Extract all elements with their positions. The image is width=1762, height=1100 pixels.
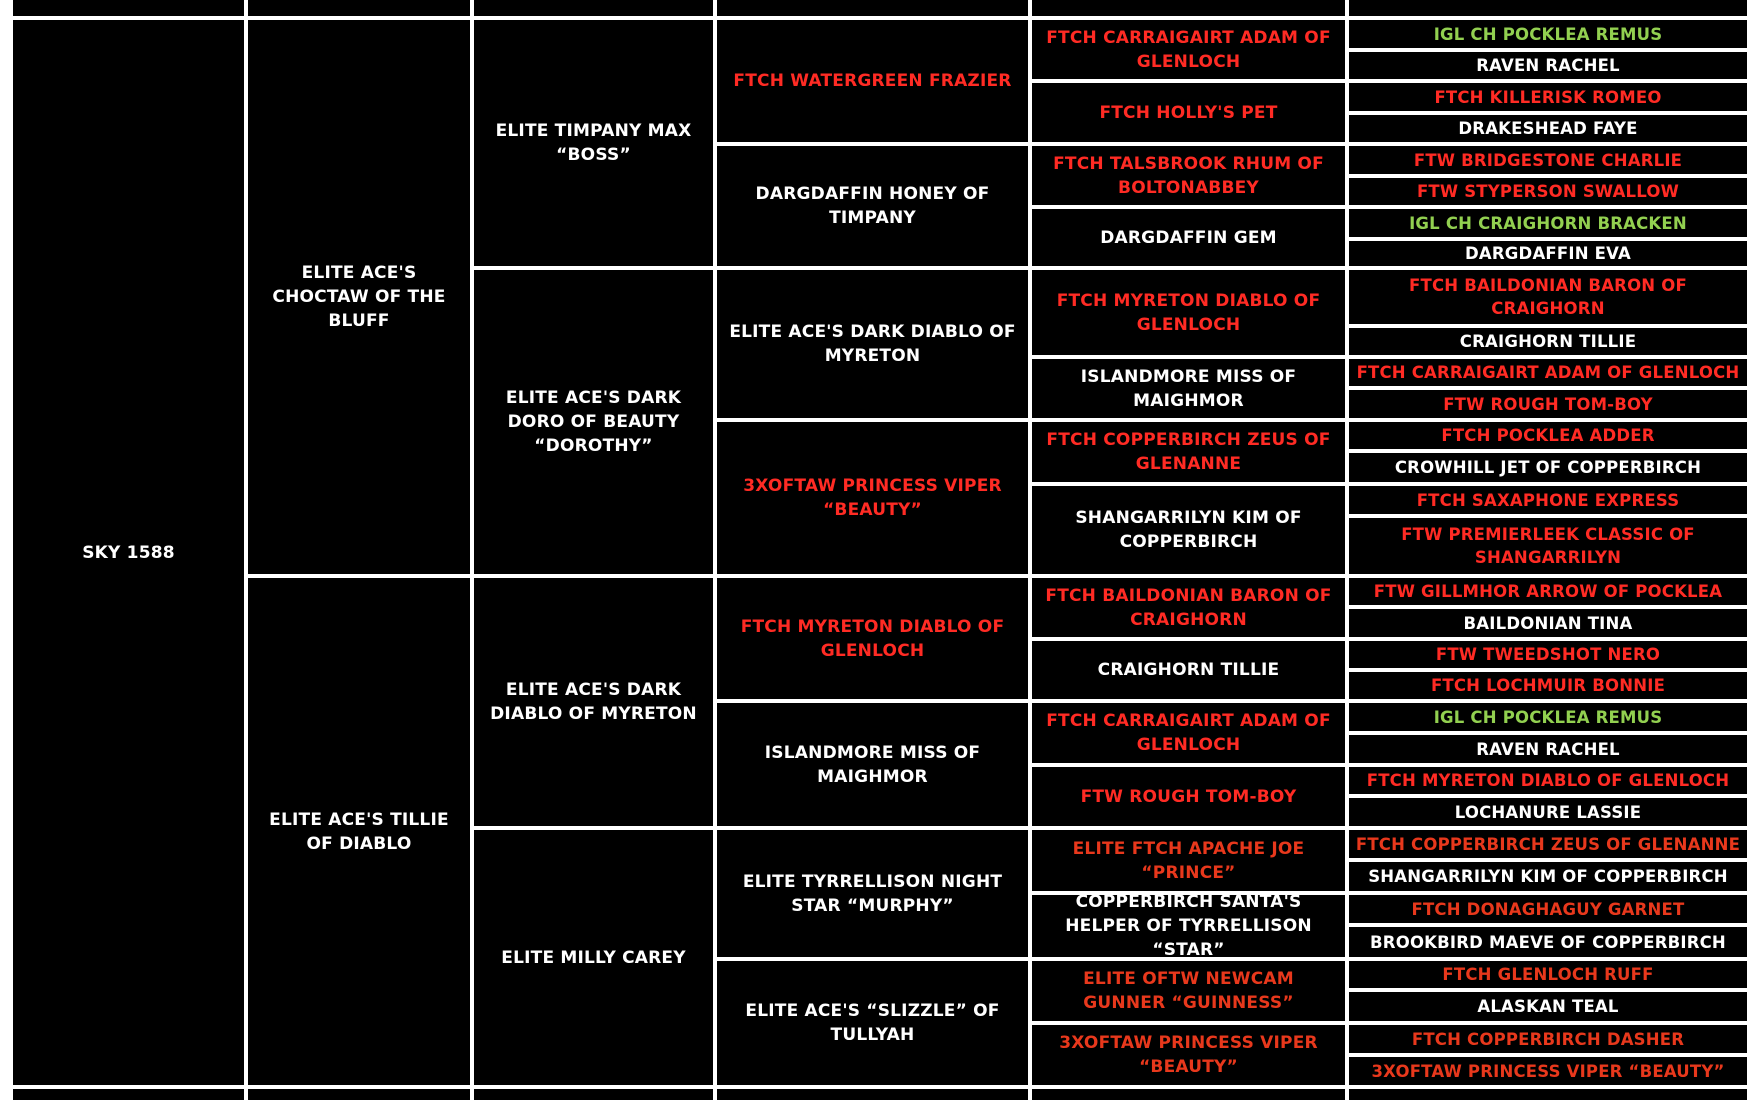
ancestor-cell-gen6 xyxy=(1349,422,1747,449)
ancestor-cell-gen3 xyxy=(474,270,713,574)
ancestor-cell-gen5 xyxy=(1032,961,1345,1021)
ancestor-cell-gen6 xyxy=(1349,52,1747,79)
ancestor-cell-gen5 xyxy=(1032,146,1345,205)
ancestor-cell-gen3 xyxy=(474,578,713,826)
empty-strip-cell xyxy=(13,1089,244,1100)
dog-name: FTW STYPERSON SWALLOW xyxy=(1416,182,1680,201)
dog-name: FTCH MYRETON DIABLO OF GLENLOCH xyxy=(1056,290,1321,335)
dog-name: FTW PREMIERLEEK CLASSIC OF SHANGARRILYN xyxy=(1401,525,1695,567)
ancestor-cell-gen3 xyxy=(474,20,713,266)
ancestor-cell-gen6 xyxy=(1349,609,1747,637)
ancestor-cell-gen6 xyxy=(1349,270,1747,324)
empty-strip-cell xyxy=(717,1089,1028,1100)
ancestor-cell-gen6 xyxy=(1349,830,1747,858)
ancestor-cell-gen5 xyxy=(1032,486,1345,574)
ancestor-cell-gen6 xyxy=(1349,735,1747,763)
ancestor-cell-gen6 xyxy=(1349,359,1747,386)
ancestor-cell-gen6 xyxy=(1349,578,1747,605)
ancestor-cell-gen2 xyxy=(248,20,470,574)
ancestor-cell-gen6 xyxy=(1349,20,1747,48)
dog-name: FTCH CARRAIGAIRT ADAM OF GLENLOCH xyxy=(1046,711,1331,755)
dog-name: ISLANDMORE MISS OF MAIGHMOR xyxy=(1080,366,1297,411)
dog-name: FTCH CARRAIGAIRT ADAM OF GLENLOCH xyxy=(1356,363,1740,382)
dog-name: CROWHILL JET OF COPPERBIRCH xyxy=(1394,458,1702,477)
dog-name: 3XOFTAW PRINCESS VIPER “BEAUTY” xyxy=(1059,1033,1318,1077)
empty-strip-cell xyxy=(474,0,713,16)
dog-name: BAILDONIAN TINA xyxy=(1463,613,1633,633)
ancestor-cell-gen6 xyxy=(1349,862,1747,891)
empty-strip-cell xyxy=(248,1089,470,1100)
dog-name: ELITE TYRRELLISON NIGHT STAR “MURPHY” xyxy=(742,871,1003,916)
dog-name: DARGDAFFIN EVA xyxy=(1465,244,1631,263)
dog-name: 3XOFTAW PRINCESS VIPER “BEAUTY” xyxy=(743,476,1002,520)
dog-name: FTCH HOLLY'S PET xyxy=(1099,102,1278,123)
ancestor-cell-gen4 xyxy=(717,830,1028,957)
dog-name: FTCH COPPERBIRCH DASHER xyxy=(1411,1029,1685,1049)
ancestor-cell-gen6 xyxy=(1349,453,1747,482)
dog-name: BROOKBIRD MAEVE OF COPPERBIRCH xyxy=(1370,932,1726,952)
dog-name: SKY 1588 xyxy=(82,542,175,563)
ancestor-cell-gen6 xyxy=(1349,178,1747,205)
ancestor-cell-gen5 xyxy=(1032,359,1345,418)
ancestor-cell-gen5 xyxy=(1032,892,1345,960)
dog-name: SHANGARRILYN KIM OF COPPERBIRCH xyxy=(1075,508,1302,552)
dog-name: DARGDAFFIN HONEY OF TIMPANY xyxy=(755,184,990,228)
subject-dog-cell xyxy=(13,20,244,1085)
ancestor-cell-gen6 xyxy=(1349,83,1747,111)
dog-name: DARGDAFFIN GEM xyxy=(1100,227,1277,248)
dog-name: ISLANDMORE MISS OF MAIGHMOR xyxy=(764,742,981,787)
ancestor-cell-gen6 xyxy=(1349,1057,1747,1085)
ancestor-cell-gen5 xyxy=(1032,83,1345,142)
dog-name: FTCH MYRETON DIABLO OF GLENLOCH xyxy=(1366,771,1730,790)
dog-name: FTW ROUGH TOM-BOY xyxy=(1080,786,1297,807)
ancestor-cell-gen5 xyxy=(1032,422,1345,482)
dog-name: FTCH LOCHMUIR BONNIE xyxy=(1430,676,1666,695)
ancestor-cell-gen6 xyxy=(1349,798,1747,826)
dog-name: DRAKESHEAD FAYE xyxy=(1458,119,1638,138)
dog-name: ELITE ACE'S CHOCTAW OF THE BLUFF xyxy=(272,263,446,331)
ancestor-cell-gen2 xyxy=(248,578,470,1085)
dog-name: LOCHANURE LASSIE xyxy=(1454,802,1642,822)
ancestor-cell-gen6 xyxy=(1349,1025,1747,1053)
ancestor-cell-gen6 xyxy=(1349,641,1747,668)
dog-name: ELITE OFTW NEWCAM GUNNER “GUINNESS” xyxy=(1083,969,1294,1013)
dog-name: ELITE ACE'S DARK DIABLO OF MYRETON xyxy=(729,322,1016,366)
ancestor-cell-gen5 xyxy=(1032,270,1345,355)
ancestor-cell-gen4 xyxy=(717,961,1028,1085)
dog-name: ELITE ACE'S DARK DORO OF BEAUTY “DOROTHY” xyxy=(505,388,682,456)
dog-name: RAVEN RACHEL xyxy=(1476,56,1620,75)
ancestor-cell-gen6 xyxy=(1349,146,1747,174)
ancestor-cell-gen6 xyxy=(1349,328,1747,355)
dog-name: FTW GILLMHOR ARROW OF POCKLEA xyxy=(1373,582,1723,601)
dog-name: FTCH WATERGREEN FRAZIER xyxy=(733,71,1012,91)
dog-name: 3XOFTAW PRINCESS VIPER “BEAUTY” xyxy=(1371,1061,1725,1081)
dog-name: ELITE ACE'S TILLIE OF DIABLO xyxy=(269,809,449,854)
empty-strip-cell xyxy=(474,1089,713,1100)
dog-name: FTCH TALSBROOK RHUM OF BOLTONABBEY xyxy=(1053,153,1324,198)
empty-strip-cell xyxy=(1349,1089,1747,1100)
ancestor-cell-gen5 xyxy=(1032,703,1345,763)
dog-name: COPPERBIRCH SANTA'S HELPER OF TYRRELLISON “STAR” xyxy=(1065,892,1312,960)
empty-strip-cell xyxy=(1349,0,1747,16)
ancestor-cell-gen4 xyxy=(717,422,1028,574)
ancestor-cell-gen5 xyxy=(1032,830,1345,891)
ancestor-cell-gen3 xyxy=(474,830,713,1085)
ancestor-cell-gen4 xyxy=(717,270,1028,418)
dog-name: ELITE MILLY CAREY xyxy=(501,947,686,968)
empty-strip-cell xyxy=(13,0,244,16)
ancestor-cell-gen5 xyxy=(1032,20,1345,79)
ancestor-cell-gen5 xyxy=(1032,1025,1345,1085)
ancestor-cell-gen4 xyxy=(717,20,1028,142)
dog-name: FTCH GLENLOCH RUFF xyxy=(1442,965,1654,984)
dog-name: FTW BRIDGESTONE CHARLIE xyxy=(1413,150,1683,170)
ancestor-cell-gen5 xyxy=(1032,209,1345,266)
ancestor-cell-gen5 xyxy=(1032,578,1345,637)
ancestor-cell-gen6 xyxy=(1349,390,1747,418)
empty-strip-cell xyxy=(248,0,470,16)
ancestor-cell-gen6 xyxy=(1349,672,1747,699)
ancestor-cell-gen5 xyxy=(1032,641,1345,699)
dog-name: FTW ROUGH TOM-BOY xyxy=(1443,394,1653,414)
dog-name: IGL CH POCKLEA REMUS xyxy=(1433,24,1663,44)
empty-strip-cell xyxy=(1032,1089,1345,1100)
ancestor-cell-gen5 xyxy=(1032,767,1345,826)
dog-name: FTCH CARRAIGAIRT ADAM OF GLENLOCH xyxy=(1046,27,1331,72)
dog-name: ALASKAN TEAL xyxy=(1477,997,1619,1016)
dog-name: IGL CH CRAIGHORN BRACKEN xyxy=(1409,213,1687,233)
empty-strip-cell xyxy=(717,0,1028,16)
dog-name: ELITE FTCH APACHE JOE “PRINCE” xyxy=(1072,838,1305,883)
dog-name: FTCH DONAGHAGUY GARNET xyxy=(1411,899,1685,919)
empty-strip-cell xyxy=(1032,0,1345,16)
ancestor-cell-gen6 xyxy=(1349,927,1747,957)
dog-name: FTCH COPPERBIRCH ZEUS OF GLENANNE xyxy=(1046,430,1331,474)
ancestor-cell-gen6 xyxy=(1349,209,1747,237)
ancestor-cell-gen6 xyxy=(1349,486,1747,514)
ancestor-cell-gen6 xyxy=(1349,518,1747,574)
dog-name: FTCH POCKLEA ADDER xyxy=(1441,426,1655,445)
dog-name: ELITE TIMPANY MAX “BOSS” xyxy=(495,121,692,165)
ancestor-cell-gen4 xyxy=(717,146,1028,266)
dog-name: SHANGARRILYN KIM OF COPPERBIRCH xyxy=(1368,867,1728,886)
ancestor-cell-gen6 xyxy=(1349,115,1747,142)
dog-name: CRAIGHORN TILLIE xyxy=(1459,332,1637,351)
dog-name: FTCH BAILDONIAN BARON OF CRAIGHORN xyxy=(1409,276,1687,318)
dog-name: RAVEN RACHEL xyxy=(1476,739,1620,759)
ancestor-cell-gen6 xyxy=(1349,961,1747,988)
dog-name: FTCH MYRETON DIABLO OF GLENLOCH xyxy=(740,616,1005,661)
dog-name: FTCH BAILDONIAN BARON OF CRAIGHORN xyxy=(1045,585,1332,630)
ancestor-cell-gen6 xyxy=(1349,992,1747,1021)
dog-name: ELITE ACE'S “SLIZZLE” OF TULLYAH xyxy=(745,1001,1000,1045)
dog-name: FTW TWEEDSHOT NERO xyxy=(1435,645,1661,664)
dog-name: ELITE ACE'S DARK DIABLO OF MYRETON xyxy=(490,680,697,724)
ancestor-cell-gen6 xyxy=(1349,767,1747,794)
ancestor-cell-gen6 xyxy=(1349,895,1747,923)
dog-name: FTCH COPPERBIRCH ZEUS OF GLENANNE xyxy=(1355,834,1741,854)
dog-name: FTCH SAXAPHONE EXPRESS xyxy=(1416,490,1680,510)
ancestor-cell-gen4 xyxy=(717,578,1028,699)
ancestor-cell-gen6 xyxy=(1349,703,1747,731)
ancestor-cell-gen4 xyxy=(717,703,1028,826)
dog-name: CRAIGHORN TILLIE xyxy=(1097,660,1280,680)
dog-name: IGL CH POCKLEA REMUS xyxy=(1433,707,1663,727)
ancestor-cell-gen6 xyxy=(1349,241,1747,266)
dog-name: FTCH KILLERISK ROMEO xyxy=(1434,87,1662,107)
